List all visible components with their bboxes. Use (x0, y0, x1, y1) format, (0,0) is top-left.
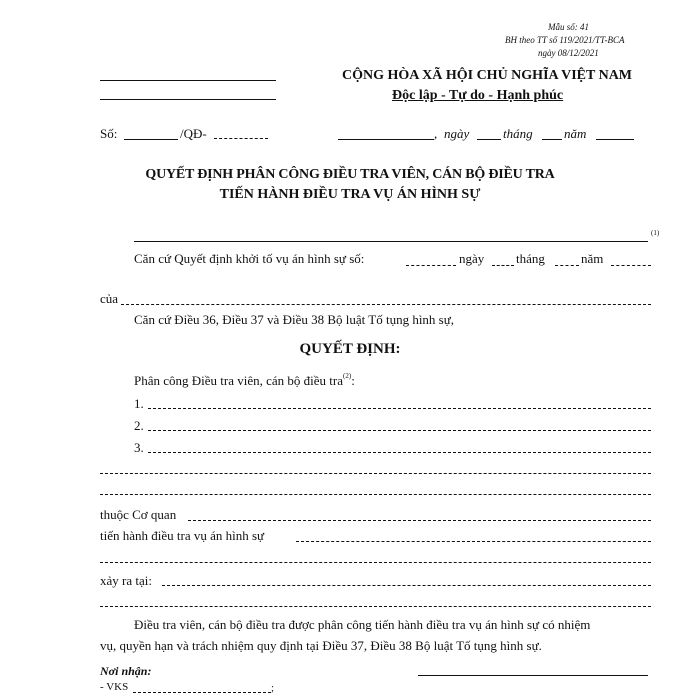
assignee-2-label: 2. (134, 418, 144, 433)
blank-line-3 (100, 562, 651, 563)
qd-label: /QĐ- (180, 126, 207, 141)
recipient-vks-blank (133, 692, 271, 693)
closing-line-1: Điều tra viên, cán bộ điều tra được phân công tiến hành điều tra vụ án hình sự có nhiệm (134, 617, 591, 632)
form-number: Mẫu số: 41 (548, 22, 589, 32)
footnote2-marker: (2) (343, 372, 352, 380)
form-date: ngày 08/12/2021 (538, 48, 599, 58)
closing-line-2: vụ, quyền hạn và trách nhiệm quy định tại Điều 37, Điều 38 Bộ luật Tố tụng hình sự. (100, 638, 542, 653)
assignee-2-blank (148, 430, 651, 431)
agency-blank (188, 520, 651, 521)
motto: Độc lập - Tự do - Hạnh phúc (392, 88, 564, 103)
number-blank (124, 139, 178, 140)
of-blank (121, 304, 651, 305)
investigating-label: tiến hành điều tra vụ án hình sự (100, 528, 265, 543)
recipient-vks-end: ; (271, 682, 275, 694)
assignee-1-blank (148, 408, 651, 409)
blank-line-4 (100, 606, 651, 607)
number-label: Số: (100, 126, 118, 141)
day-label: ngày (444, 126, 470, 141)
signature-line (418, 675, 648, 676)
assignee-1-label: 1. (134, 396, 144, 411)
footnote1-marker: (1) (651, 229, 660, 237)
recipients-heading: Nơi nhận: (100, 664, 152, 678)
qd-blank (214, 138, 268, 139)
occurred-at-blank (162, 585, 651, 586)
decision-number-blank (406, 265, 456, 266)
basis-day-label: ngày (459, 251, 485, 266)
basis-day-blank (492, 265, 514, 266)
agency-line-2 (100, 99, 276, 100)
assign-text: Phân công Điều tra viên, cán bộ điều tra$^{(2)}$: (134, 372, 355, 388)
footnote1-line (134, 241, 648, 242)
month-blank (542, 139, 562, 140)
blank-line-1 (100, 473, 651, 474)
month-label: tháng (503, 126, 533, 141)
decision-heading: QUYẾT ĐỊNH: (299, 341, 401, 357)
year-label: năm (564, 126, 587, 141)
document-title-line-2: TIẾN HÀNH ĐIỀU TRA VỤ ÁN HÌNH SỰ (219, 187, 481, 202)
basis-year-blank (611, 265, 651, 266)
blank-line-2 (100, 494, 651, 495)
assignee-3-blank (148, 452, 651, 453)
of-label: của (100, 291, 119, 306)
assignee-3-label: 3. (134, 440, 144, 455)
basis-decision-text: Căn cứ Quyết định khởi tố vụ án hình sự số: (134, 251, 365, 266)
investigating-blank (296, 541, 651, 542)
year-blank (596, 139, 634, 140)
document-title-line-1: QUYẾT ĐỊNH PHÂN CÔNG ĐIỀU TRA VIÊN, CÁN BỘ ĐIỀU TRA (145, 167, 555, 182)
place-blank (338, 139, 434, 140)
basis-year-label: năm (581, 251, 604, 266)
basis-month-label: tháng (516, 251, 545, 266)
basis-law-text: Căn cứ Điều 36, Điều 37 và Điều 38 Bộ luật Tố tụng hình sự, (134, 312, 455, 327)
basis-month-blank (555, 265, 579, 266)
form-regulation: BH theo TT số 119/2021/TT-BCA (505, 35, 625, 45)
date-comma: , (434, 126, 438, 141)
country-name: CỘNG HÒA XÃ HỘI CHỦ NGHĨA VIỆT NAM (342, 68, 633, 83)
recipient-vks: - VKS (100, 681, 129, 693)
day-blank (477, 139, 501, 140)
agency-label: thuộc Cơ quan (100, 507, 177, 522)
agency-line-1 (100, 80, 276, 81)
occurred-at-label: xảy ra tại: (100, 573, 152, 588)
